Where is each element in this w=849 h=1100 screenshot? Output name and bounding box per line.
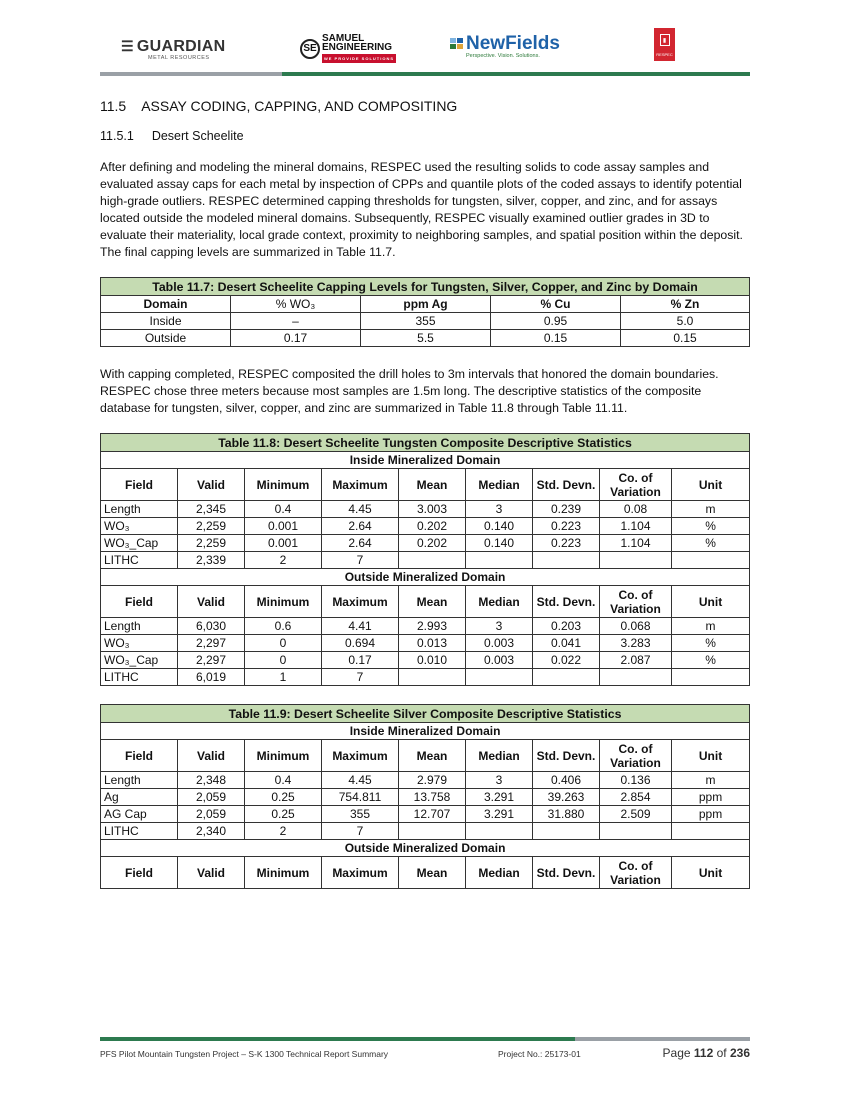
table-cell: LITHC bbox=[101, 552, 178, 569]
table-cell: 0.001 bbox=[245, 535, 322, 552]
column-header: Mean bbox=[399, 857, 466, 889]
table-cell: 0.08 bbox=[600, 501, 672, 518]
respec-name: RESPEC bbox=[656, 52, 673, 57]
subsection-number: 11.5.1 bbox=[100, 129, 134, 143]
table-cell: 4.45 bbox=[322, 501, 399, 518]
table-cell: – bbox=[231, 313, 361, 330]
table-cell: 0.4 bbox=[245, 772, 322, 789]
footer-rule bbox=[100, 1037, 750, 1041]
table-cell: 1 bbox=[245, 669, 322, 686]
table-cell: 0.068 bbox=[600, 618, 672, 635]
table-cell: 4.41 bbox=[322, 618, 399, 635]
table-cell bbox=[672, 823, 750, 840]
column-header: Median bbox=[466, 469, 533, 501]
table-cell: WO₃_Cap bbox=[101, 652, 178, 669]
column-header: Valid bbox=[178, 469, 245, 501]
table-cell: % bbox=[672, 535, 750, 552]
table-cell: 2 bbox=[245, 823, 322, 840]
table-row bbox=[101, 618, 750, 635]
table-cell: ppm bbox=[672, 806, 750, 823]
table-cell: 2.993 bbox=[399, 618, 466, 635]
table-cell bbox=[533, 669, 600, 686]
table-cell: 2 bbox=[245, 552, 322, 569]
table-row bbox=[101, 806, 750, 823]
column-header: Unit bbox=[672, 586, 750, 618]
table-row bbox=[101, 789, 750, 806]
table-cell: 1.104 bbox=[600, 518, 672, 535]
table-cell: 2,259 bbox=[178, 518, 245, 535]
table-cell: 5.0 bbox=[621, 313, 750, 330]
table-cell: 0.041 bbox=[533, 635, 600, 652]
column-header: Valid bbox=[178, 586, 245, 618]
table-cell: 0.17 bbox=[322, 652, 399, 669]
table-cell: 0.003 bbox=[466, 652, 533, 669]
table-cell: AG Cap bbox=[101, 806, 178, 823]
table-header-row bbox=[101, 469, 750, 501]
column-header: Minimum bbox=[245, 586, 322, 618]
footer-project-number: Project No.: 25173-01 bbox=[498, 1049, 581, 1059]
table-header-row bbox=[101, 586, 750, 618]
table-row bbox=[101, 823, 750, 840]
table-cell: 0.15 bbox=[491, 330, 621, 347]
table-cell: m bbox=[672, 501, 750, 518]
column-header: Maximum bbox=[322, 586, 399, 618]
column-header: Co. of Variation bbox=[600, 586, 672, 618]
table-row bbox=[101, 518, 750, 535]
table-cell: 2.509 bbox=[600, 806, 672, 823]
paragraph-capping: After defining and modeling the mineral domains, RESPEC used the resulting solids to code assay samples and evaluated assay caps for each metal by inspection of CPPs and quantile plots of the coded assays to identify potential high-grade outliers. RESPEC determined capping thresholds for tungsten, silver, copper, and zinc, and for assays located outside the modeled mineral domains. Subsequently, RESPEC visually examined outlier grades in 3D to evaluate their materiality, local grade context, proximity to neighboring samples, and spatial position within the deposit. The final capping levels are summarized in Table 11.7. bbox=[100, 160, 743, 259]
table-cell: 2,340 bbox=[178, 823, 245, 840]
table-cell: 0.202 bbox=[399, 518, 466, 535]
column-header: Field bbox=[101, 740, 178, 772]
table-cell: 0.022 bbox=[533, 652, 600, 669]
table-cell: 0.25 bbox=[245, 789, 322, 806]
column-header: Unit bbox=[672, 857, 750, 889]
table-cell bbox=[600, 669, 672, 686]
inside-domain-label: Inside Mineralized Domain bbox=[101, 723, 750, 740]
table-cell: 2,259 bbox=[178, 535, 245, 552]
column-header: Maximum bbox=[322, 469, 399, 501]
table-cell: Inside bbox=[101, 313, 231, 330]
samuel-engineering-logo bbox=[300, 34, 396, 63]
subsection-heading bbox=[100, 129, 750, 143]
guardian-subtitle: METAL RESOURCES bbox=[148, 55, 210, 61]
newfields-name: NewFields bbox=[466, 33, 560, 54]
column-header: Field bbox=[101, 469, 178, 501]
newfields-subtitle: Perspective. Vision. Solutions. bbox=[466, 53, 540, 59]
table-cell bbox=[466, 669, 533, 686]
table-cell: % bbox=[672, 635, 750, 652]
table-cell: 2.64 bbox=[322, 518, 399, 535]
table-cell: 2,297 bbox=[178, 635, 245, 652]
column-header: Co. of Variation bbox=[600, 740, 672, 772]
table-cell: WO₃ bbox=[101, 518, 178, 535]
column-header: Field bbox=[101, 586, 178, 618]
table-cell bbox=[399, 823, 466, 840]
table-cell: 0.223 bbox=[533, 518, 600, 535]
table-cell: 0 bbox=[245, 652, 322, 669]
table-cell: 5.5 bbox=[361, 330, 491, 347]
table-cell: 2.979 bbox=[399, 772, 466, 789]
page-prefix: Page bbox=[662, 1046, 691, 1060]
page-content bbox=[100, 98, 750, 889]
table-cell: m bbox=[672, 618, 750, 635]
table-cell: % bbox=[672, 652, 750, 669]
table-cell: 0.203 bbox=[533, 618, 600, 635]
table-cell: WO₃_Cap bbox=[101, 535, 178, 552]
page-of: of bbox=[716, 1046, 727, 1060]
samuel-tagline: WE PROVIDE SOLUTIONS bbox=[324, 56, 395, 61]
table-cell: 3 bbox=[466, 772, 533, 789]
table-cell: 0.202 bbox=[399, 535, 466, 552]
table-row bbox=[101, 535, 750, 552]
table-header-row bbox=[101, 740, 750, 772]
table-cell bbox=[533, 823, 600, 840]
table-cell: 0.140 bbox=[466, 518, 533, 535]
table-cell: 0.001 bbox=[245, 518, 322, 535]
table-cell: Length bbox=[101, 501, 178, 518]
section-title: ASSAY CODING, CAPPING, AND COMPOSITING bbox=[141, 98, 458, 114]
table-cell bbox=[600, 552, 672, 569]
column-header: % Cu bbox=[491, 296, 621, 313]
page-footer bbox=[100, 1046, 750, 1064]
table-row bbox=[101, 669, 750, 686]
table-cell: 3 bbox=[466, 618, 533, 635]
table-row bbox=[101, 635, 750, 652]
table-cell: Length bbox=[101, 618, 178, 635]
table-cell: 355 bbox=[322, 806, 399, 823]
table-cell: 0.95 bbox=[491, 313, 621, 330]
table-11-7-caption: Table 11.7: Desert Scheelite Capping Levels for Tungsten, Silver, Copper, and Zinc by Domain bbox=[101, 278, 750, 296]
table-cell: ppm bbox=[672, 789, 750, 806]
table-row bbox=[101, 501, 750, 518]
column-header: Mean bbox=[399, 469, 466, 501]
respec-mark-icon: ▮ bbox=[660, 34, 670, 46]
page-header bbox=[100, 28, 750, 74]
respec-logo bbox=[654, 28, 675, 61]
table-cell: WO₃ bbox=[101, 635, 178, 652]
table-cell: 39.263 bbox=[533, 789, 600, 806]
total-pages: 236 bbox=[729, 1046, 750, 1060]
table-11-8-caption: Table 11.8: Desert Scheelite Tungsten Composite Descriptive Statistics bbox=[101, 434, 750, 452]
table-cell: 0.239 bbox=[533, 501, 600, 518]
column-header: % WO₃ bbox=[231, 296, 361, 313]
current-page: 112 bbox=[693, 1046, 714, 1060]
table-cell bbox=[466, 552, 533, 569]
column-header: ppm Ag bbox=[361, 296, 491, 313]
table-row bbox=[101, 552, 750, 569]
table-cell: 7 bbox=[322, 823, 399, 840]
samuel-line1: SAMUEL bbox=[322, 33, 365, 44]
column-header: Maximum bbox=[322, 857, 399, 889]
table-cell: 3.283 bbox=[600, 635, 672, 652]
table-cell: 3.291 bbox=[466, 789, 533, 806]
column-header: % Zn bbox=[621, 296, 750, 313]
table-cell: 2,059 bbox=[178, 789, 245, 806]
newfields-logo bbox=[450, 35, 560, 59]
table-cell: 0.406 bbox=[533, 772, 600, 789]
table-11-9-caption: Table 11.9: Desert Scheelite Silver Composite Descriptive Statistics bbox=[101, 705, 750, 723]
table-cell: 2.64 bbox=[322, 535, 399, 552]
header-rule bbox=[100, 72, 750, 76]
column-header: Maximum bbox=[322, 740, 399, 772]
guardian-name: GUARDIAN bbox=[136, 38, 226, 55]
footer-page-number bbox=[663, 1046, 750, 1060]
column-header: Mean bbox=[399, 740, 466, 772]
table-cell: 3.003 bbox=[399, 501, 466, 518]
newfields-squares-icon bbox=[450, 38, 464, 50]
table-cell: 2,345 bbox=[178, 501, 245, 518]
column-header: Median bbox=[466, 586, 533, 618]
guardian-bars-icon: ☰ bbox=[121, 38, 134, 54]
table-cell: 0.4 bbox=[245, 501, 322, 518]
table-cell: 2.854 bbox=[600, 789, 672, 806]
table-cell: 0.010 bbox=[399, 652, 466, 669]
table-cell bbox=[466, 823, 533, 840]
column-header: Co. of Variation bbox=[600, 469, 672, 501]
table-cell: 0.223 bbox=[533, 535, 600, 552]
table-cell bbox=[672, 552, 750, 569]
section-number: 11.5 bbox=[100, 98, 127, 114]
table-row bbox=[101, 330, 750, 347]
column-header: Unit bbox=[672, 469, 750, 501]
table-cell: 6,030 bbox=[178, 618, 245, 635]
table-cell: 4.45 bbox=[322, 772, 399, 789]
table-cell: 0 bbox=[245, 635, 322, 652]
column-header: Valid bbox=[178, 857, 245, 889]
table-row bbox=[101, 652, 750, 669]
table-11-9 bbox=[100, 704, 750, 889]
table-cell: 13.758 bbox=[399, 789, 466, 806]
table-cell: 2.087 bbox=[600, 652, 672, 669]
table-cell: 3 bbox=[466, 501, 533, 518]
table-cell bbox=[533, 552, 600, 569]
table-cell: 31.880 bbox=[533, 806, 600, 823]
column-header: Co. of Variation bbox=[600, 857, 672, 889]
table-cell: 0.694 bbox=[322, 635, 399, 652]
table-cell: 0.140 bbox=[466, 535, 533, 552]
subsection-title: Desert Scheelite bbox=[151, 129, 244, 143]
table-cell: m bbox=[672, 772, 750, 789]
table-cell: 754.811 bbox=[322, 789, 399, 806]
table-header-row bbox=[101, 296, 750, 313]
table-cell: 7 bbox=[322, 669, 399, 686]
table-cell: 1.104 bbox=[600, 535, 672, 552]
footer-report-title: PFS Pilot Mountain Tungsten Project – S-K 1300 Technical Report Summary bbox=[100, 1049, 389, 1059]
table-cell bbox=[399, 552, 466, 569]
table-cell: Outside bbox=[101, 330, 231, 347]
column-header: Field bbox=[101, 857, 178, 889]
table-cell bbox=[600, 823, 672, 840]
table-cell: 0.136 bbox=[600, 772, 672, 789]
table-cell: 7 bbox=[322, 552, 399, 569]
table-cell: 0.17 bbox=[231, 330, 361, 347]
table-cell: 2,348 bbox=[178, 772, 245, 789]
paragraph-compositing: With capping completed, RESPEC composited the drill holes to 3m intervals that honored the domain boundaries. RESPEC chose three meters because most samples are 1.5m long. The descriptive statistics of the composite database for tungsten, silver, copper, and zinc are summarized in Table 11.8 through Table 11.11. bbox=[100, 367, 719, 415]
section-heading bbox=[100, 98, 750, 114]
column-header: Median bbox=[466, 857, 533, 889]
table-cell: Length bbox=[101, 772, 178, 789]
table-cell: 2,339 bbox=[178, 552, 245, 569]
table-cell: LITHC bbox=[101, 669, 178, 686]
table-cell: 2,297 bbox=[178, 652, 245, 669]
table-row bbox=[101, 313, 750, 330]
table-cell: 0.003 bbox=[466, 635, 533, 652]
inside-domain-label: Inside Mineralized Domain bbox=[101, 452, 750, 469]
table-cell bbox=[672, 669, 750, 686]
column-header: Minimum bbox=[245, 857, 322, 889]
guardian-logo bbox=[121, 38, 225, 61]
column-header: Minimum bbox=[245, 740, 322, 772]
table-cell: 0.15 bbox=[621, 330, 750, 347]
outside-domain-label: Outside Mineralized Domain bbox=[101, 569, 750, 586]
column-header: Median bbox=[466, 740, 533, 772]
samuel-line2: ENGINEERING bbox=[322, 42, 393, 53]
table-cell: 0.6 bbox=[245, 618, 322, 635]
column-header: Std. Devn. bbox=[533, 586, 600, 618]
column-header: Std. Devn. bbox=[533, 857, 600, 889]
column-header: Domain bbox=[101, 296, 231, 313]
table-cell: 6,019 bbox=[178, 669, 245, 686]
table-cell: 0.013 bbox=[399, 635, 466, 652]
column-header: Minimum bbox=[245, 469, 322, 501]
table-cell: LITHC bbox=[101, 823, 178, 840]
table-cell: % bbox=[672, 518, 750, 535]
column-header: Std. Devn. bbox=[533, 740, 600, 772]
table-11-8 bbox=[100, 433, 750, 686]
table-11-7 bbox=[100, 277, 750, 347]
se-circle-icon: SE bbox=[300, 39, 320, 59]
table-row bbox=[101, 772, 750, 789]
column-header: Unit bbox=[672, 740, 750, 772]
column-header: Valid bbox=[178, 740, 245, 772]
table-cell: 355 bbox=[361, 313, 491, 330]
table-cell: 3.291 bbox=[466, 806, 533, 823]
table-cell: Ag bbox=[101, 789, 178, 806]
table-cell: 0.25 bbox=[245, 806, 322, 823]
table-cell: 2,059 bbox=[178, 806, 245, 823]
table-cell bbox=[399, 669, 466, 686]
table-cell: 12.707 bbox=[399, 806, 466, 823]
column-header: Std. Devn. bbox=[533, 469, 600, 501]
table-header-row bbox=[101, 857, 750, 889]
outside-domain-label: Outside Mineralized Domain bbox=[101, 840, 750, 857]
column-header: Mean bbox=[399, 586, 466, 618]
